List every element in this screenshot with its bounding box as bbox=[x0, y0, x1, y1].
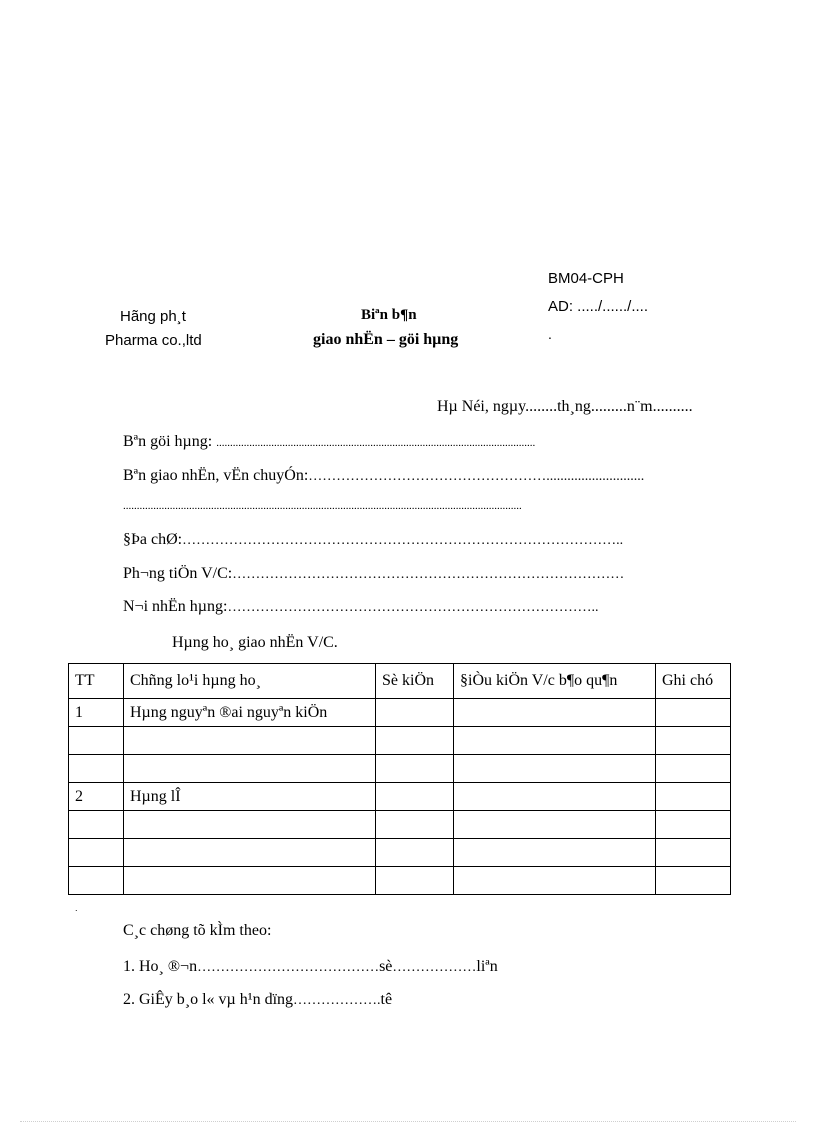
page-bottom-divider bbox=[20, 1121, 796, 1122]
header-quantity: Sè kiÖn bbox=[376, 664, 454, 699]
cell-notes bbox=[656, 783, 731, 811]
field-carrier-continued bbox=[123, 500, 522, 512]
cell-tt bbox=[69, 811, 124, 839]
cell-tt: 2 bbox=[69, 783, 124, 811]
field-receiving-place bbox=[123, 598, 598, 616]
date-month-dots: ......... bbox=[590, 398, 627, 415]
cell-quantity bbox=[376, 811, 454, 839]
small-dot-after-table: . bbox=[75, 903, 78, 913]
attachment-label: 2. GiÊy b¸o l« vµ h¹n dïng bbox=[123, 991, 294, 1008]
company-name: Hãng ph¸t bbox=[120, 308, 186, 325]
cell-quantity bbox=[376, 699, 454, 727]
header-transport-conditions: §iÒu kiÖn V/c b¶o qu¶n bbox=[454, 664, 656, 699]
cell-goods-type bbox=[124, 811, 376, 839]
cell-quantity bbox=[376, 783, 454, 811]
cell-conditions bbox=[454, 839, 656, 867]
field-dots: .................................................................................................................... bbox=[216, 437, 536, 449]
field-dots: ………………………………………………………………………………….. bbox=[182, 533, 624, 548]
cell-tt bbox=[69, 755, 124, 783]
document-subtitle: giao nhËn – göi hµng bbox=[313, 331, 459, 348]
attachment-suffix: liªn bbox=[476, 958, 498, 975]
cell-goods-type bbox=[124, 867, 376, 895]
header-notes: Ghi chó bbox=[656, 664, 731, 699]
attachment-lot-notice bbox=[123, 991, 392, 1009]
date-month-label: th¸ng bbox=[557, 398, 591, 415]
cell-conditions bbox=[454, 811, 656, 839]
field-label: Ph¬ng tiÖn V/C: bbox=[123, 565, 233, 582]
cell-notes bbox=[656, 755, 731, 783]
attachment-suffix: tê bbox=[380, 991, 393, 1008]
cell-tt: 1 bbox=[69, 699, 124, 727]
cell-tt bbox=[69, 867, 124, 895]
field-sender bbox=[123, 433, 535, 451]
header-goods-type: Chñng lo¹i hµng ho¸ bbox=[124, 664, 376, 699]
cell-conditions bbox=[454, 755, 656, 783]
table-row bbox=[69, 727, 731, 755]
date-line bbox=[437, 398, 693, 416]
cell-goods-type: Hµng nguyªn ®ai nguyªn kiÖn bbox=[124, 699, 376, 727]
field-dots: …………………………………………………………………….. bbox=[227, 600, 599, 615]
small-dot: . bbox=[548, 326, 552, 342]
field-label: §Þa chØ: bbox=[123, 531, 183, 548]
table-row bbox=[69, 755, 731, 783]
table-caption: Hµng ho¸ giao nhËn V/C. bbox=[172, 634, 338, 651]
header-tt: TT bbox=[69, 664, 124, 699]
attachment-dots: ………………………………… bbox=[197, 960, 380, 975]
attachment-count-dots: ……………… bbox=[392, 960, 477, 975]
field-address bbox=[123, 531, 623, 549]
cell-notes bbox=[656, 867, 731, 895]
cell-goods-type: Hµng lÎ bbox=[124, 783, 376, 811]
cell-quantity bbox=[376, 727, 454, 755]
field-dots: ……………………………………………............................ bbox=[308, 469, 645, 484]
cell-conditions bbox=[454, 699, 656, 727]
cell-conditions bbox=[454, 727, 656, 755]
date-day-dots: ........ bbox=[525, 398, 558, 415]
date-year-label: n¨m bbox=[626, 398, 653, 415]
document-title: Biªn b¶n bbox=[361, 307, 417, 323]
table-row bbox=[69, 867, 731, 895]
cell-tt bbox=[69, 839, 124, 867]
cell-conditions bbox=[454, 867, 656, 895]
cell-quantity bbox=[376, 755, 454, 783]
field-label: N¬i nhËn hµng: bbox=[123, 598, 228, 615]
date-year-dots: .......... bbox=[652, 398, 693, 415]
cell-quantity bbox=[376, 839, 454, 867]
attachment-dots: ………………. bbox=[293, 993, 381, 1008]
cell-notes bbox=[656, 699, 731, 727]
cell-tt bbox=[69, 727, 124, 755]
cell-notes bbox=[656, 811, 731, 839]
table-row bbox=[69, 839, 731, 867]
cell-notes bbox=[656, 839, 731, 867]
cell-goods-type bbox=[124, 839, 376, 867]
ad-line: AD: ...../....../.... bbox=[548, 298, 649, 315]
attachments-heading: C¸c chøng tõ kÌm theo: bbox=[123, 922, 272, 939]
cell-goods-type bbox=[124, 755, 376, 783]
table-row bbox=[69, 699, 731, 727]
goods-table bbox=[68, 663, 731, 895]
attachment-label: 1. Ho¸ ®¬n bbox=[123, 958, 198, 975]
field-label: Bªn giao nhËn, vËn chuyÓn: bbox=[123, 467, 309, 484]
form-code: BM04-CPH bbox=[548, 270, 624, 287]
company-english-name: Pharma co.,ltd bbox=[105, 332, 202, 349]
field-label: Bªn göi hµng: bbox=[123, 433, 213, 450]
field-dots: ………………………………………………………………………… bbox=[232, 567, 625, 582]
cell-goods-type bbox=[124, 727, 376, 755]
attachment-invoice bbox=[123, 958, 498, 976]
table-row bbox=[69, 811, 731, 839]
cell-conditions bbox=[454, 783, 656, 811]
field-carrier bbox=[123, 467, 644, 485]
field-vehicle bbox=[123, 565, 624, 583]
table-row bbox=[69, 783, 731, 811]
table-header-row bbox=[69, 664, 731, 699]
cell-quantity bbox=[376, 867, 454, 895]
field-dots: ................................................................................................................................................. bbox=[123, 500, 522, 512]
attachment-count-label: sè bbox=[379, 958, 393, 975]
date-place-label: Hµ Néi, ngµy bbox=[437, 398, 526, 415]
cell-notes bbox=[656, 727, 731, 755]
